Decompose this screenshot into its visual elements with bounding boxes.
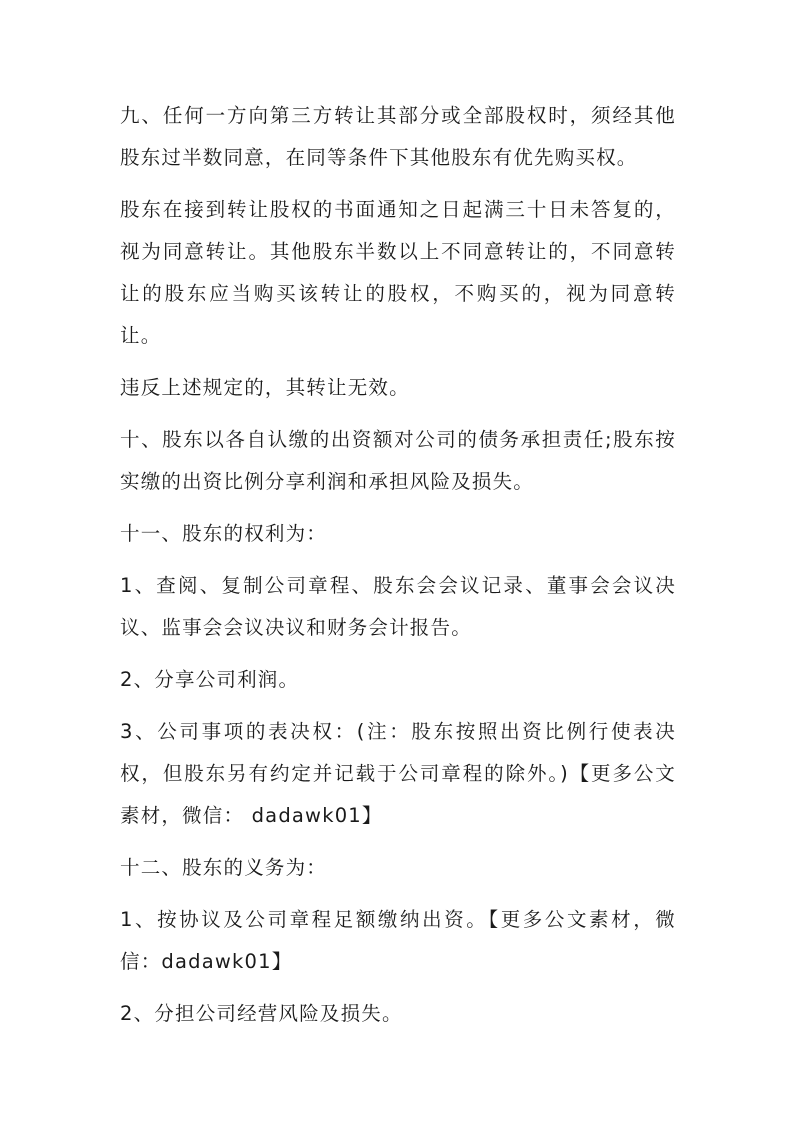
document-body	[120, 95, 676, 1035]
right-item-3: 3、公司事项的表决权：(注：股东按照出资比例行使表决权，但股东另有约定并记载于公司章程的除外。)【更多公文素材，微信： dadawk01】	[120, 720, 676, 827]
obligation-item-1: 1、按协议及公司章程足额缴纳出资。【更多公文素材，微信：dadawk01】	[120, 908, 676, 973]
right-item-2: 2、分享公司利润。	[120, 668, 300, 691]
clause-nine-paragraph: 九、任何一方向第三方转让其部分或全部股权时，须经其他股东过半数同意，在同等条件下其他股东有优先购买权。	[120, 104, 676, 169]
clause-eleven-heading: 十一、股东的权利为：	[120, 522, 328, 545]
right-item-1: 1、查阅、复制公司章程、股东会会议记录、董事会会议决议、监事会会议决议和财务会计报告。	[120, 574, 676, 639]
clause-ten-paragraph: 十、股东以各自认缴的出资额对公司的债务承担责任;股东按实缴的出资比例分享利润和承担风险及损失。	[120, 428, 676, 493]
transfer-notice-paragraph: 股东在接到转让股权的书面通知之日起满三十日未答复的，视为同意转让。其他股东半数以上不同意转让的，不同意转让的股东应当购买该转让的股权，不购买的，视为同意转让。	[120, 198, 676, 347]
clause-twelve-heading: 十二、股东的义务为：	[120, 856, 328, 879]
transfer-invalid-paragraph: 违反上述规定的，其转让无效。	[120, 376, 410, 399]
obligation-item-2: 2、分担公司经营风险及损失。	[120, 1002, 403, 1025]
